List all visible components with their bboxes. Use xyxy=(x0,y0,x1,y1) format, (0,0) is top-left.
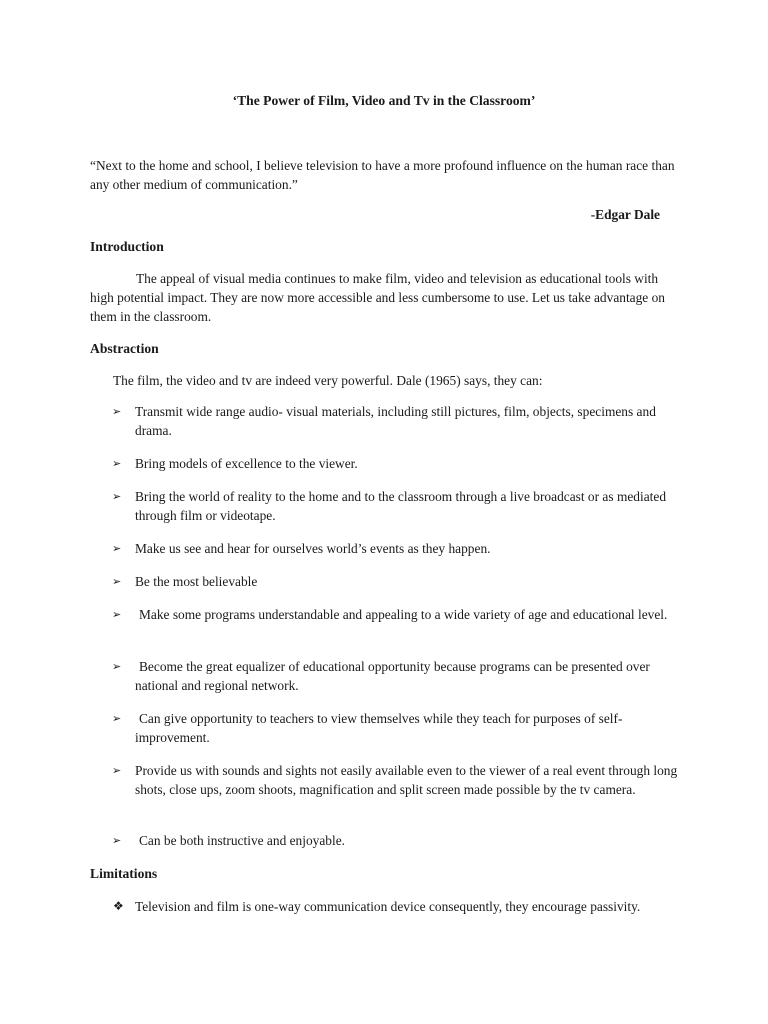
diamond-bullet-icon: ❖ xyxy=(113,899,124,913)
introduction-paragraph: The appeal of visual media continues to make film, video and television as educational tools with high potential impact. They are now more accessible and less cumbersome to use. Let us take advantage on them in the classroom. xyxy=(90,271,665,324)
abstraction-intro: The film, the video and tv are indeed very powerful. Dale (1965) says, they can: xyxy=(113,373,543,388)
arrow-bullet-icon: ➢ xyxy=(112,712,122,725)
list-item-text: Can be both instructive and enjoyable. xyxy=(139,833,346,848)
arrow-bullet-icon: ➢ xyxy=(112,575,122,588)
list-item-text: Can give opportunity to teachers to view themselves while they teach for purposes of self-improvement. xyxy=(135,711,623,745)
document-title: ‘The Power of Film, Video and Tv in the Classroom’ xyxy=(232,93,536,108)
list-item-text: Be the most believable xyxy=(135,574,258,589)
list-item-text: Make some programs understandable and appealing to a wide variety of age and educational level. xyxy=(139,607,668,622)
list-item-text: Become the great equalizer of educational opportunity because programs can be presented over national and regional network. xyxy=(135,659,650,693)
list-item-text: Provide us with sounds and sights not easily available even to the viewer of a real event through long shots, close ups, zoom shoots, magnification and split screen made possible by the tv camera. xyxy=(135,763,678,797)
heading-abstraction: Abstraction xyxy=(90,341,159,356)
arrow-bullet-icon: ➢ xyxy=(112,542,122,555)
quote-author: -Edgar Dale xyxy=(590,207,660,222)
arrow-bullet-icon: ➢ xyxy=(112,764,122,777)
opening-quote xyxy=(90,156,690,194)
heading-limitations: Limitations xyxy=(90,866,158,881)
quote-text: “Next to the home and school, I believe television to have a more profound influence on the human race than any other medium of communication.” xyxy=(90,158,675,192)
arrow-bullet-icon: ➢ xyxy=(112,405,122,418)
arrow-bullet-icon: ➢ xyxy=(112,457,122,470)
list-item-text: Bring the world of reality to the home and to the classroom through a live broadcast or as mediated through film or videotape. xyxy=(135,489,667,523)
list-item-text: Make us see and hear for ourselves world’s events as they happen. xyxy=(135,541,491,556)
heading-introduction: Introduction xyxy=(90,239,164,254)
arrow-bullet-icon: ➢ xyxy=(112,490,122,503)
list-item-text: Bring models of excellence to the viewer. xyxy=(135,456,358,471)
arrow-bullet-icon: ➢ xyxy=(112,660,122,673)
arrow-bullet-icon: ➢ xyxy=(112,608,122,621)
list-item-text: Transmit wide range audio- visual materials, including still pictures, film, objects, specimens and drama. xyxy=(135,404,656,438)
arrow-bullet-icon: ➢ xyxy=(112,834,122,847)
limitation-item-text: Television and film is one-way communication device consequently, they encourage passivity. xyxy=(135,899,641,914)
